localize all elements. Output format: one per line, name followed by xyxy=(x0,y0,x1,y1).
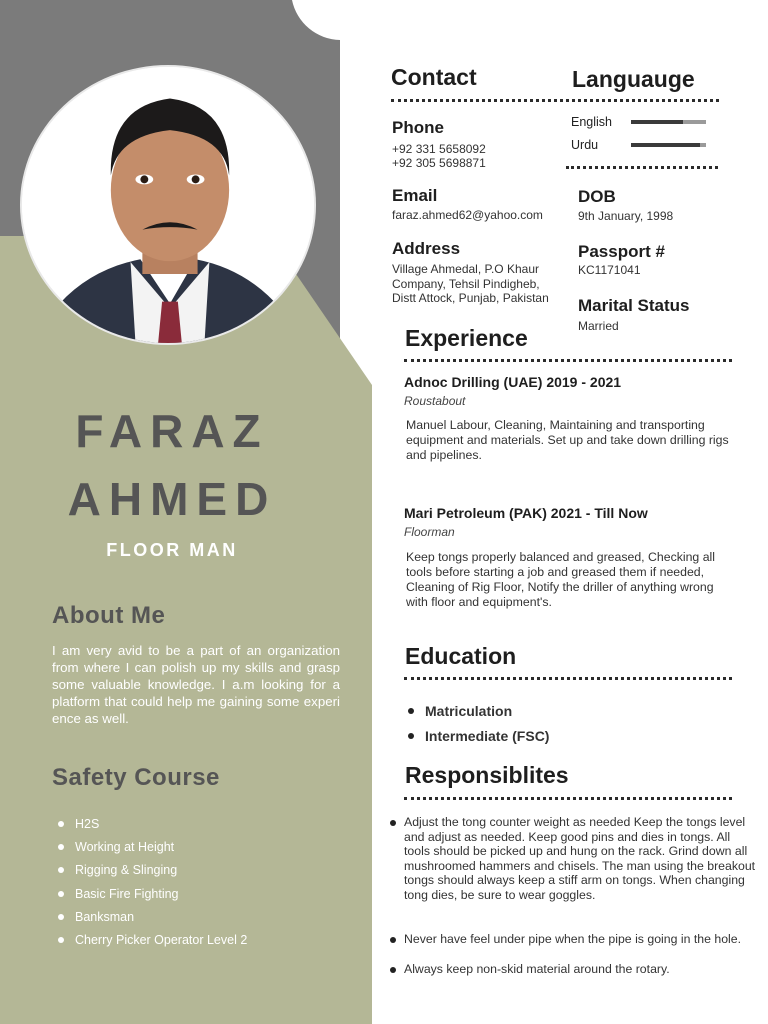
job-role: Roustabout xyxy=(404,394,466,408)
language-bar-fill xyxy=(631,143,700,147)
bullet-icon xyxy=(408,708,414,714)
job-role: Floorman xyxy=(404,525,455,539)
language-bar xyxy=(631,120,706,124)
safety-course-heading: Safety Course xyxy=(52,764,220,791)
address-label: Address xyxy=(392,239,461,258)
dob-value: 9th January, 1998 xyxy=(578,209,674,223)
phone-2: +92 305 5698871 xyxy=(392,156,486,170)
job-description: Manuel Labour, Cleaning, Maintaining and transporting equipment and materials. Set up and take down drilling rigs and pipelines. xyxy=(406,418,729,462)
education-list xyxy=(408,698,549,748)
about-heading: About Me xyxy=(52,602,166,629)
language-row-english xyxy=(571,115,706,129)
language-divider xyxy=(566,166,718,169)
list-item xyxy=(390,815,758,903)
bullet-icon xyxy=(58,914,64,920)
list-item: Cherry Picker Operator Level 2 xyxy=(58,928,247,951)
bullet-icon xyxy=(58,891,64,897)
responsibilities-divider xyxy=(404,797,732,800)
language-bar xyxy=(631,143,706,147)
education-heading: Education xyxy=(405,643,517,669)
list-item: Basic Fire Fighting xyxy=(58,882,247,905)
language-row-urdu xyxy=(571,138,706,152)
address-line-2: Company, Tehsil Pindigheb, xyxy=(392,277,540,291)
language-bar-fill xyxy=(631,120,683,124)
passport-label: Passport # xyxy=(578,242,665,261)
dob-label: DOB xyxy=(578,187,616,206)
last-name: AHMED xyxy=(67,473,277,525)
list-item: Rigging & Slinging xyxy=(58,859,247,882)
email-value: faraz.ahmed62@yahoo.com xyxy=(392,208,543,222)
first-name: FARAZ xyxy=(75,405,269,457)
job-company: Mari Petroleum (PAK) 2021 - Till Now xyxy=(404,505,648,521)
profile-photo xyxy=(20,65,316,345)
job-title: FLOOR MAN xyxy=(106,540,238,560)
list-item: Banksman xyxy=(58,905,247,928)
phone-1: +92 331 5658092 xyxy=(392,142,486,156)
bullet-icon xyxy=(390,967,396,973)
address-line-1: Village Ahmedal, P.O Khaur xyxy=(392,262,539,276)
experience-divider xyxy=(404,359,732,362)
bullet-icon xyxy=(390,937,396,943)
responsibility-text: Never have feel under pipe when the pipe is going in the hole. xyxy=(404,932,742,946)
list-item xyxy=(390,932,758,947)
responsibilities-heading: Responsiblites xyxy=(405,762,569,788)
marital-label: Marital Status xyxy=(578,296,690,315)
responsibility-text: Adjust the tong counter weight as needed Keep the tongs level and adjust as needed. Keep good pins and dies in tongs. All tools should be picked up and hung on the rack. Grind down all mushroomed hammers and chisels. The man using the breakout tongs should always keep a stiff arm on tongs. When changing tong dies, be sure to wear goggles. xyxy=(404,815,756,902)
passport-value: KC1171041 xyxy=(578,263,641,277)
phone-label: Phone xyxy=(392,118,444,137)
marital-value: Married xyxy=(578,319,619,333)
bullet-icon xyxy=(58,821,64,827)
list-item: H2S xyxy=(58,812,247,835)
list-item: Intermediate (FSC) xyxy=(408,723,549,748)
experience-heading: Experience xyxy=(405,325,528,351)
bullet-icon xyxy=(58,844,64,850)
language-name: Urdu xyxy=(571,138,599,152)
language-name: English xyxy=(571,115,612,129)
list-item xyxy=(390,962,758,977)
address-line-3: Distt Attock, Punjab, Pakistan xyxy=(392,291,549,305)
bullet-icon xyxy=(390,820,396,826)
contact-divider xyxy=(391,99,719,102)
language-heading: Languauge xyxy=(572,66,695,92)
bullet-icon xyxy=(408,733,414,739)
contact-heading: Contact xyxy=(391,64,477,90)
list-item: Working at Height xyxy=(58,835,247,858)
about-text: I am very avid to be a part of an organization from where I can polish up my skills and grasp some valuable knowledge. I a.m looking for a platform that could help me gaining some experi ence as well. xyxy=(52,643,340,726)
education-divider xyxy=(404,677,732,680)
bullet-icon xyxy=(58,937,64,943)
job-company: Adnoc Drilling (UAE) 2019 - 2021 xyxy=(404,374,622,390)
job-description: Keep tongs properly balanced and greased, Checking all tools before starting a job and greased them if needed, Cleaning of Rig Floor, Notify the driller of anything wrong with floor and equipment's. xyxy=(406,550,715,609)
responsibility-text: Always keep non-skid material around the rotary. xyxy=(404,962,670,976)
email-label: Email xyxy=(392,186,438,205)
safety-course-list xyxy=(58,812,247,952)
bullet-icon xyxy=(58,867,64,873)
list-item: Matriculation xyxy=(408,698,549,723)
